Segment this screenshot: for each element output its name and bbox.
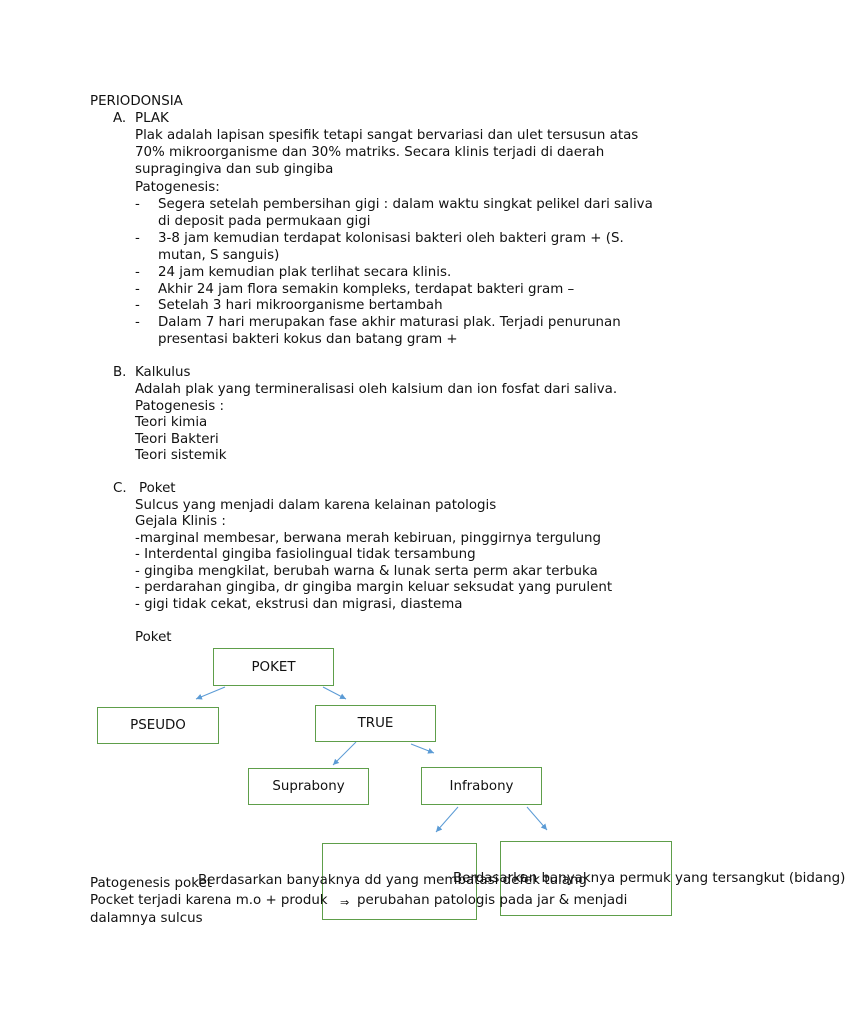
plak-bullet: 3-8 jam kemudian terdapat kolonisasi bakteri oleh bakteri gram + (S. <box>158 231 624 246</box>
plak-bullet-cont: presentasi bakteri kokus dan batang gram + <box>158 332 458 347</box>
node-poket: POKET <box>213 648 334 686</box>
arrow-true-infrabony <box>411 744 434 753</box>
section-marker-b: B. <box>113 365 127 380</box>
plak-desc-line: supragingiva dan sub gingiba <box>135 162 334 177</box>
kalkulus-line: Teori sistemik <box>135 448 227 463</box>
kalkulus-line: Patogenesis : <box>135 399 225 414</box>
section-marker-a: A. <box>113 111 127 126</box>
plak-bullet: 24 jam kemudian plak terlihat secara klinis. <box>158 265 452 280</box>
plak-bullet: Setelah 3 hari mikroorganisme bertambah <box>158 298 443 313</box>
arrow-glyph: ⇒ <box>340 896 350 909</box>
bullet-dash: - <box>135 298 140 313</box>
poket-line: - gingiba mengkilat, berubah warna & lunak serta perm akar terbuka <box>135 564 598 579</box>
plak-desc-line: 70% mikroorganisme dan 30% matriks. Secara klinis terjadi di daerah <box>135 145 605 160</box>
bullet-dash: - <box>135 282 140 297</box>
patogenesis-poket-line: perubahan patologis pada jar & menjadi <box>357 893 628 908</box>
bullet-dash: - <box>135 315 140 330</box>
leaf-left-text: Berdasarkan banyaknya dd yang membatasi defek tulang <box>198 873 587 888</box>
plak-desc-line: Plak adalah lapisan spesifik tetapi sangat bervariasi dan ulet tersusun atas <box>135 128 639 143</box>
patogenesis-poket-label: Patogenesis poket <box>90 876 212 891</box>
kalkulus-line: Adalah plak yang termineralisasi oleh kalsium dan ion fosfat dari saliva. <box>135 382 618 397</box>
plak-bullet: Segera setelah pembersihan gigi : dalam waktu singkat pelikel dari saliva <box>158 197 653 212</box>
poket-line: - perdarahan gingiba, dr gingiba margin keluar seksudat yang purulent <box>135 580 613 595</box>
poket-line: Gejala Klinis : <box>135 514 226 529</box>
poket-line: Sulcus yang menjadi dalam karena kelainan patologis <box>135 498 497 513</box>
arrow-infrabony-left <box>436 807 458 832</box>
plak-patogenesis-label: Patogenesis: <box>135 180 220 195</box>
section-heading-kalkulus: Kalkulus <box>135 365 191 380</box>
diagram-label: Poket <box>135 630 172 645</box>
node-pseudo: PSEUDO <box>97 707 219 744</box>
patogenesis-poket-line: dalamnya sulcus <box>90 911 203 926</box>
plak-bullet: Dalam 7 hari merupakan fase akhir maturasi plak. Terjadi penurunan <box>158 315 621 330</box>
bullet-dash: - <box>135 197 140 212</box>
kalkulus-line: Teori Bakteri <box>135 432 219 447</box>
leaf-right-text: Berdasarkan banyaknya permuk yang tersangkut (bidang) <box>453 871 845 886</box>
node-suprabony: Suprabony <box>248 768 369 805</box>
plak-bullet: Akhir 24 jam flora semakin kompleks, terdapat bakteri gram – <box>158 282 575 297</box>
node-true: TRUE <box>315 705 436 742</box>
plak-bullet-cont: mutan, S sanguis) <box>158 248 280 263</box>
plak-bullet-cont: di deposit pada permukaan gigi <box>158 214 371 229</box>
arrow-poket-pseudo <box>196 687 225 699</box>
poket-line: -marginal membesar, berwana merah kebiruan, pinggirnya tergulung <box>135 531 602 546</box>
poket-line: - gigi tidak cekat, ekstrusi dan migrasi, diastema <box>135 597 463 612</box>
bullet-dash: - <box>135 231 140 246</box>
section-marker-c: C. <box>113 481 127 496</box>
kalkulus-line: Teori kimia <box>135 415 208 430</box>
patogenesis-poket-line: Pocket terjadi karena m.o + produk <box>90 893 328 908</box>
node-infrabony: Infrabony <box>421 767 542 805</box>
page-title: PERIODONSIA <box>90 94 183 109</box>
bullet-dash: - <box>135 265 140 280</box>
arrow-infrabony-right <box>527 807 547 830</box>
section-heading-poket: Poket <box>139 481 176 496</box>
poket-line: - Interdental gingiba fasiolingual tidak tersambung <box>135 547 476 562</box>
section-heading-plak: PLAK <box>135 111 169 126</box>
arrow-true-suprabony <box>333 742 356 765</box>
arrow-poket-true <box>323 687 346 699</box>
